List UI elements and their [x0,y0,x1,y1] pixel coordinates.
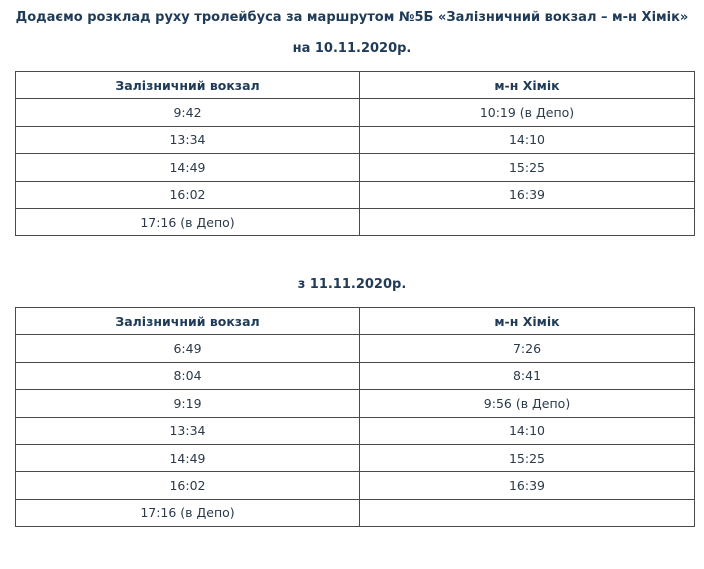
departure-district-time: 16:39 [360,181,695,208]
departure-station-time: 9:19 [16,390,360,417]
page-title: Додаємо розклад руху тролейбуса за маршрутом №5Б «Залізничний вокзал – м-н Хімік» [15,10,689,25]
schedule-table-2 [15,307,695,527]
departure-station-time: 6:49 [16,335,360,362]
table-header-row [16,308,695,335]
departure-station-time: 9:42 [16,99,360,126]
table-row [16,208,695,235]
departure-district-time: 14:10 [360,417,695,444]
departure-station-time: 16:02 [16,472,360,499]
departure-station-time: 8:04 [16,362,360,389]
table-row [16,390,695,417]
departure-station-time: 13:34 [16,417,360,444]
departure-station-time: 14:49 [16,444,360,471]
departure-district-time: 8:41 [360,362,695,389]
departure-station-time: 17:16 (в Депо) [16,499,360,526]
table-row [16,417,695,444]
departure-station-time: 16:02 [16,181,360,208]
table-row [16,99,695,126]
departure-district-time: 9:56 (в Депо) [360,390,695,417]
table-row [16,472,695,499]
column-header-district: м-н Хімік [360,308,695,335]
schedule-date-label-2: з 11.11.2020р. [297,277,407,292]
table-row [16,126,695,153]
table-row [16,444,695,471]
departure-station-time: 14:49 [16,154,360,181]
table-row [16,362,695,389]
table-header-row [16,72,695,99]
schedule-table-1 [15,71,695,236]
departure-station-time: 17:16 (в Депо) [16,208,360,235]
schedule-date-label-1: на 10.11.2020р. [292,41,412,56]
departure-district-time [360,499,695,526]
column-header-district: м-н Хімік [360,72,695,99]
departure-station-time: 13:34 [16,126,360,153]
table-row [16,154,695,181]
column-header-station: Залізничний вокзал [16,72,360,99]
table-row [16,181,695,208]
table-row [16,499,695,526]
departure-district-time: 10:19 (в Депо) [360,99,695,126]
departure-district-time: 15:25 [360,444,695,471]
table-row [16,335,695,362]
departure-district-time: 16:39 [360,472,695,499]
departure-district-time: 7:26 [360,335,695,362]
departure-district-time: 15:25 [360,154,695,181]
column-header-station: Залізничний вокзал [16,308,360,335]
departure-district-time [360,208,695,235]
departure-district-time: 14:10 [360,126,695,153]
